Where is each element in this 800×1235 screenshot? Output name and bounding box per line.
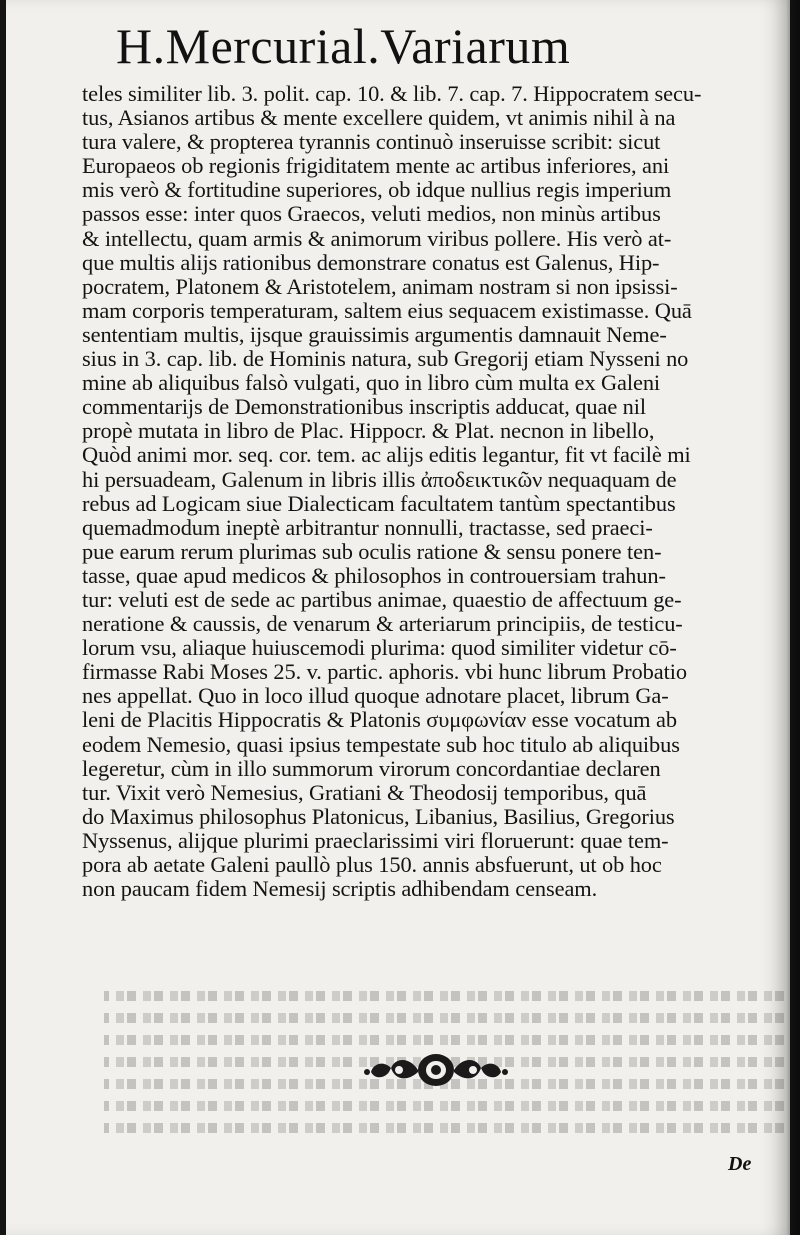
text-line: nes appellat. Quo in loco illud quoque adnotare placet, librum Ga- [82, 683, 669, 709]
text-line: commentarijs de Demonstrationibus inscriptis adducat, quae nil [82, 394, 647, 420]
text-line: tasse, quae apud medicos & philosophos in controuersiam trahun- [82, 562, 666, 588]
text-line: tur: veluti est de sede ac partibus animae, quaestio de affectuum ge- [82, 586, 682, 612]
text-line: mis verò & fortitudine superiores, ob idque nullius regis imperium [82, 177, 672, 203]
text-line: hi persuadeam, Galenum in libris illis ἀποδεικτικῶν nequaquam de [82, 466, 677, 492]
text-line: Quòd animi mor. seq. cor. tem. ac alijs editis legantur, fit vt facilè mi [82, 442, 691, 468]
text-line: pora ab aetate Galeni paullò plus 150. annis absfuerunt, ut ob hoc [82, 852, 662, 877]
text-line: Europaeos ob regionis frigiditatem mente ac artibus inferiores, ani [82, 153, 670, 179]
text-line: pocratem, Platonem & Aristotelem, animam nostram si non ipsissi- [82, 273, 678, 299]
text-line: leni de Placitis Hippocratis & Platonis συμφωνίαν esse vocatum ab [82, 707, 677, 733]
text-line: tur. Vixit verò Nemesius, Gratiani & Theodosij temporibus, quā [82, 779, 647, 805]
text-line: lorum vsu, aliaque huiuscemodi plurima: quod similiter videtur cō- [82, 635, 677, 661]
text-line: rebus ad Logicam siue Dialecticam facultatem tantùm spectantibus [82, 490, 676, 516]
text-line: pue earum rerum plurimas sub oculis ratione & sensu ponere ten- [82, 538, 662, 564]
text-line: mam corporis temperaturam, saltem eius sequacem existimasse. Quā [82, 297, 692, 323]
printers-ornament-icon [361, 1050, 511, 1090]
text-line: teles similiter lib. 3. polit. cap. 10. & lib. 7. cap. 7. Hippocratem secu- [82, 81, 702, 106]
catchword: De [728, 1153, 752, 1175]
running-title: H.Mercurial.Variarum [116, 18, 571, 74]
text-line: firmasse Rabi Moses 25. v. partic. aphoris. vbi hunc librum Probatio [82, 659, 687, 685]
body-text [82, 82, 782, 901]
text-line: eodem Nemesio, quasi ipsius tempestate sub hoc titulo ab aliquibus [82, 731, 680, 757]
book-page [6, 0, 790, 1235]
text-line: que multis alijs rationibus demonstrare conatus est Galenus, Hip- [82, 249, 660, 275]
text-line: tura valere, & propterea tyrannis continuò inseruisse scribit: sicut [82, 129, 661, 155]
binding-shadow [786, 0, 800, 1235]
text-line: mine ab aliquibus falsò vulgati, quo in libro cùm multa ex Galeni [82, 370, 661, 396]
text-line: & intellectu, quam armis & animorum viribus pollere. His verò at- [82, 225, 672, 251]
text-line: quemadmodum ineptè arbitrantur nonnulli, tractasse, sed praeci- [82, 514, 653, 540]
text-line: passos esse: inter quos Graecos, veluti medios, non minùs artibus [82, 201, 661, 227]
text-line: do Maximus philosophus Platonicus, Libanius, Basilius, Gregorius [82, 803, 675, 829]
text-line: legeretur, cùm in illo summorum virorum concordantiae declaren [82, 755, 661, 781]
text-line: neratione & caussis, de venarum & arteriarum principiis, de testicu- [82, 611, 683, 637]
text-line: non paucam fidem Nemesij scriptis adhibendam censeam. [82, 876, 598, 902]
text-line: tus, Asianos artibus & mente excellere quidem, vt animis nihil à na [82, 105, 676, 131]
text-line: Nyssenus, alijque plurimi praeclarissimi viri floruerunt: quae tem- [82, 827, 669, 853]
text-line: sius in 3. cap. lib. de Hominis natura, sub Gregorij etiam Nysseni no [82, 346, 689, 372]
text-line: sententiam multis, ijsque grauissimis argumentis damnauit Neme- [82, 321, 667, 347]
text-line: propè mutata in libro de Plac. Hippocr. & Plat. necnon in libello, [82, 418, 655, 444]
